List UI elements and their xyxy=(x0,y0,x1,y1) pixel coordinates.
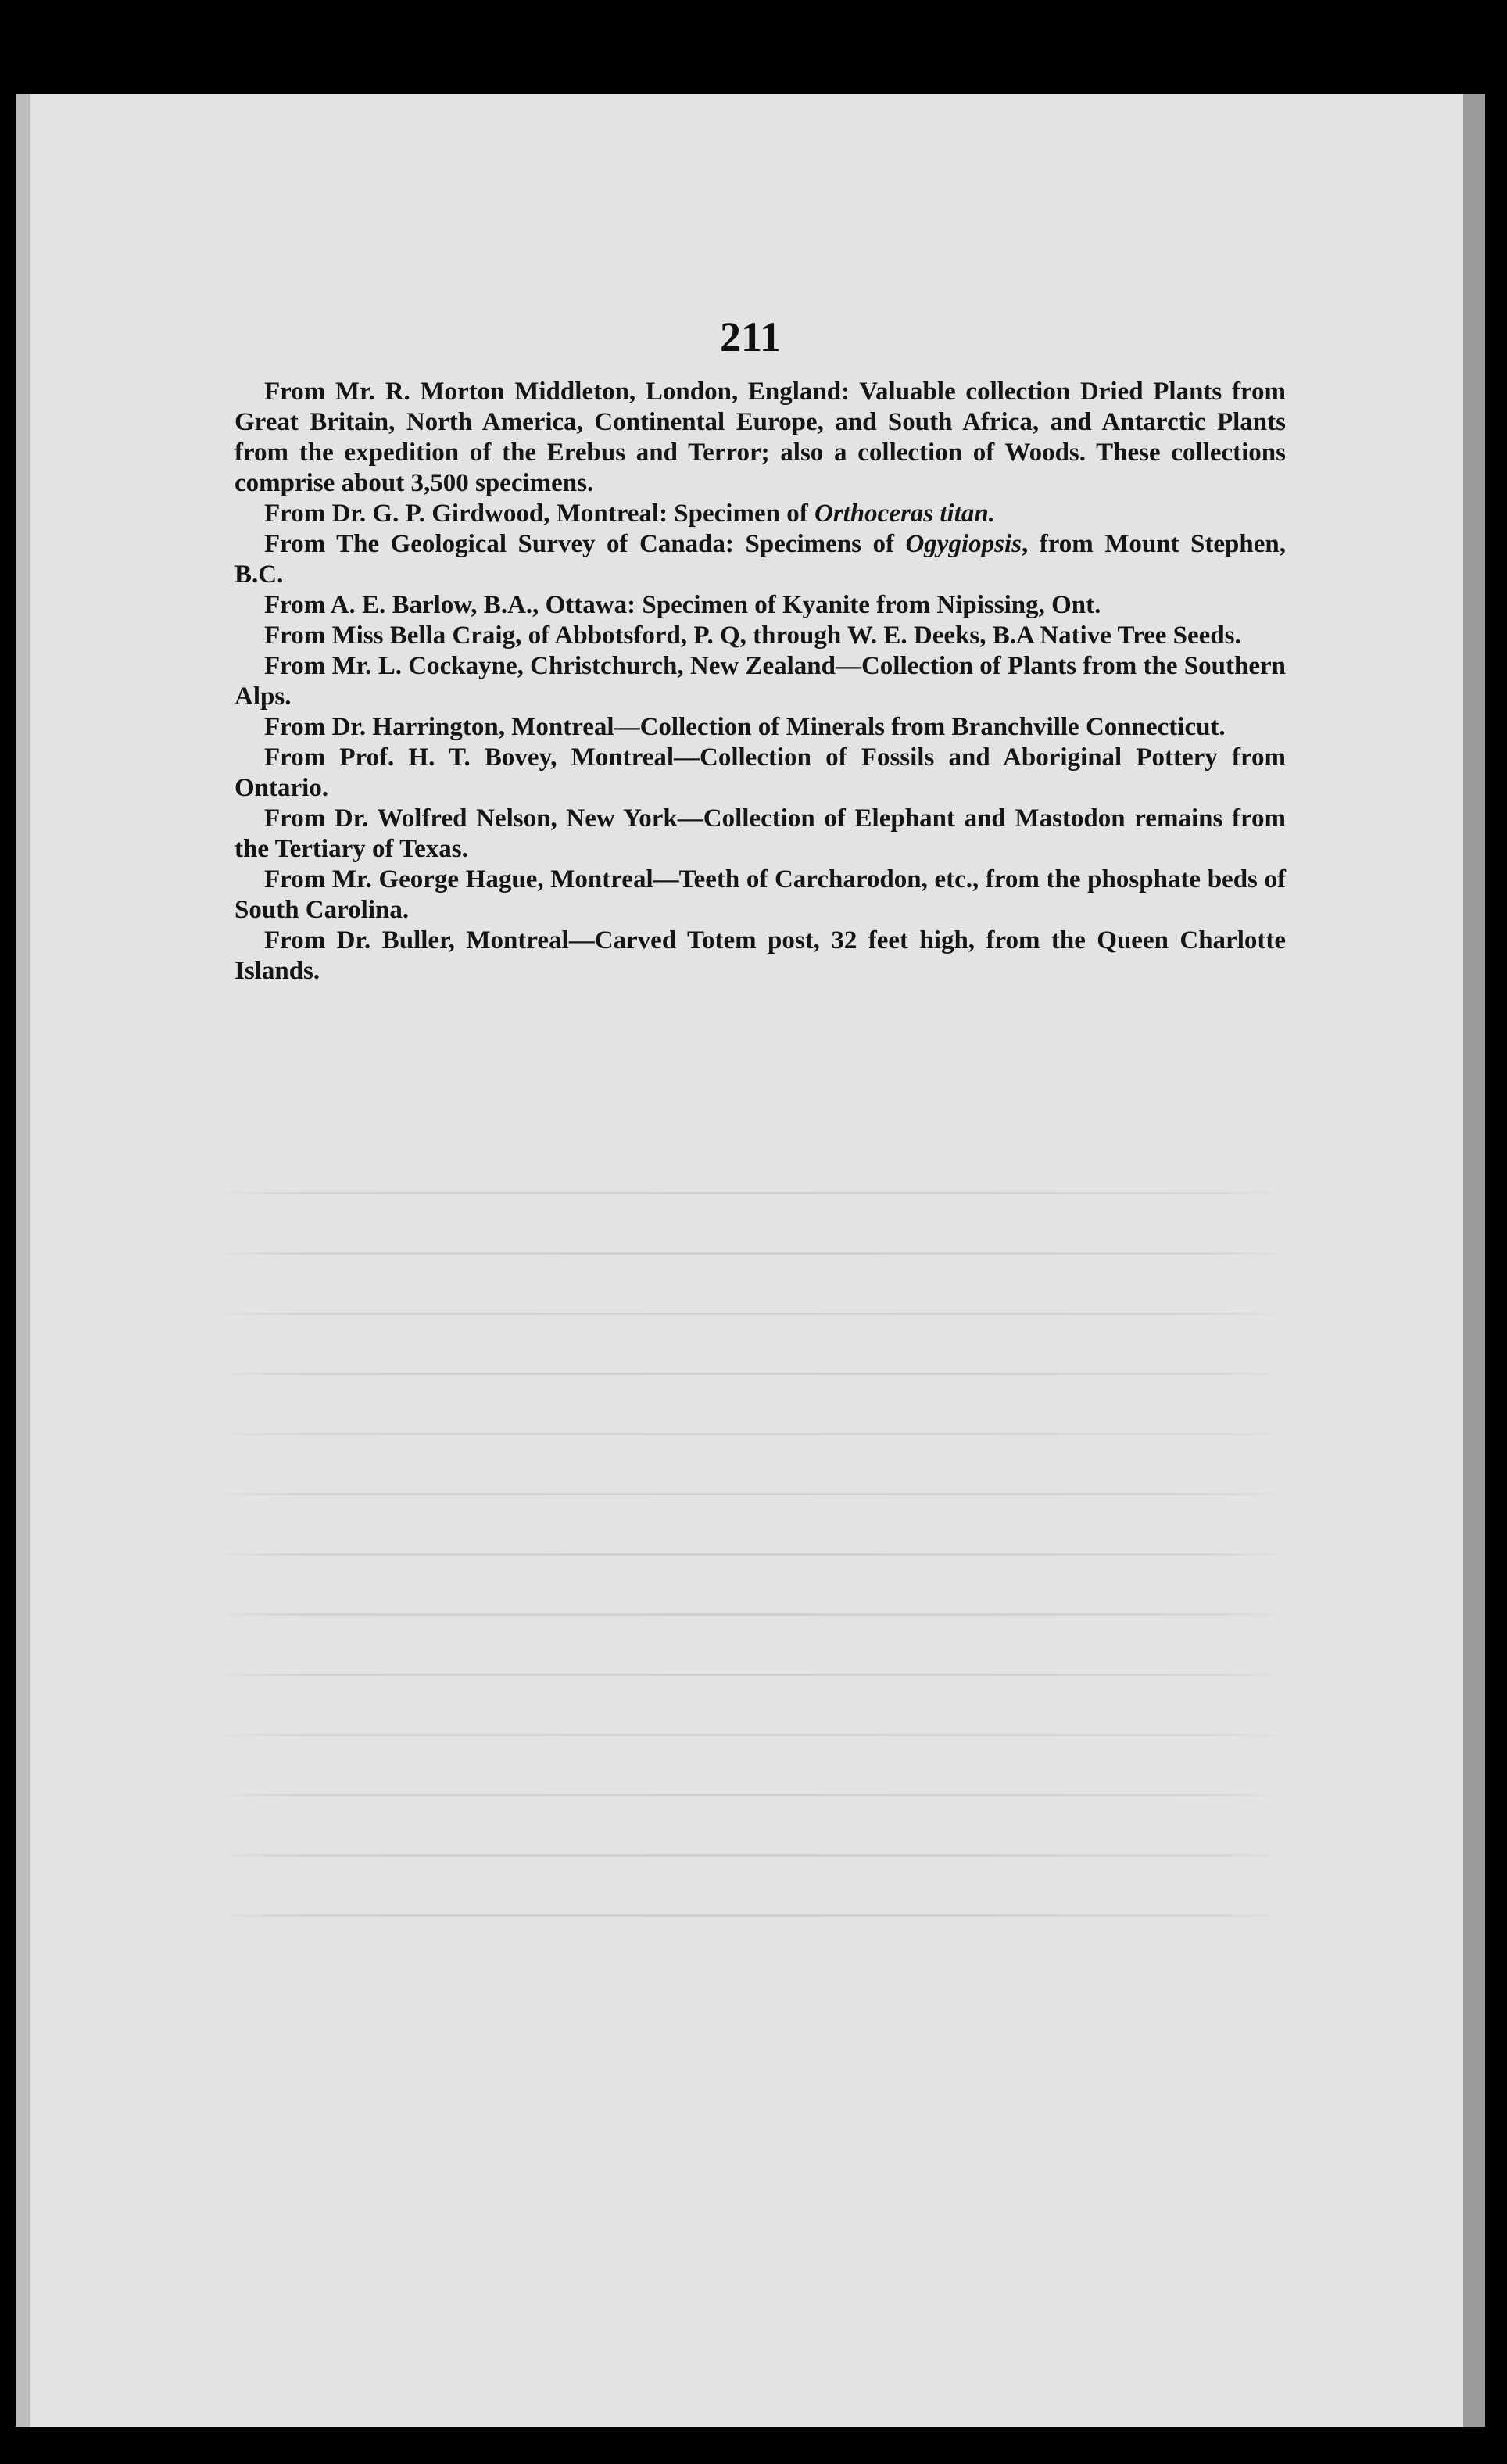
entry-text: From A. E. Barlow, B.A., Ottawa: Specimen of Kyanite from Nipissing, Ont. xyxy=(264,591,1101,619)
bleed-line xyxy=(211,1252,1290,1255)
entry-text: From Mr. George Hague, Montreal—Teeth of Carcharodon, etc., from the phosphate beds of South Carolina. xyxy=(234,865,1286,924)
bleed-line xyxy=(211,1313,1290,1315)
bleed-line xyxy=(211,1493,1290,1495)
entry-text: From Mr. L. Cockayne, Christchurch, New Zealand—Collection of Plants from the Southern Alps. xyxy=(234,652,1286,711)
donation-entry xyxy=(234,865,1286,926)
bleed-line xyxy=(211,1433,1290,1435)
donation-entry xyxy=(234,926,1286,987)
entry-text: From Dr. Wolfred Nelson, New York—Collection of Elephant and Mastodon remains from the Tertiary of Texas. xyxy=(234,804,1286,863)
entry-text: From The Geological Survey of Canada: Specimens of xyxy=(264,530,906,558)
specimen-name: Ogygiopsis xyxy=(905,530,1022,558)
page-edge-shadow xyxy=(1463,94,1485,2427)
entry-text: From Prof. H. T. Bovey, Montreal—Collection of Fossils and Aboriginal Pottery from Ontario. xyxy=(234,743,1286,802)
specimen-name: Orthoceras titan. xyxy=(814,500,996,528)
entry-text: , from Mount Stephen, B.C. xyxy=(234,530,1286,589)
donation-entry xyxy=(234,804,1286,865)
entry-text: From Dr. Harrington, Montreal—Collection of Minerals from Branchville Connecticut. xyxy=(264,713,1226,741)
page-number: 211 xyxy=(719,313,782,360)
bleed-line xyxy=(211,1854,1290,1857)
bleed-line xyxy=(211,1734,1290,1736)
entry-text: From Dr. Buller, Montreal—Carved Totem post, 32 feet high, from the Queen Charlotte Islands. xyxy=(234,926,1286,985)
bleed-line xyxy=(211,1553,1290,1556)
bleed-line xyxy=(211,1613,1290,1616)
donation-entry xyxy=(234,377,1286,499)
donation-entry xyxy=(234,621,1286,651)
donation-entry xyxy=(234,590,1286,621)
donation-entry xyxy=(234,651,1286,712)
donation-entry xyxy=(234,499,1286,529)
bleed-line xyxy=(211,1373,1290,1375)
donation-entry xyxy=(234,743,1286,804)
entry-text: From Mr. R. Morton Middleton, London, England: Valuable collection Dried Plants from Great Britain, North America, Continental Europe, and South Africa, and Antarctic Plants from the expedition of the Erebus and Terror; also a collection of Woods. These collections comprise about 3,500 specimens. xyxy=(234,378,1286,497)
bleed-line xyxy=(211,1192,1290,1194)
donation-entry xyxy=(234,529,1286,590)
bleed-through-text xyxy=(211,1192,1290,1975)
scan-border xyxy=(0,0,16,2464)
bleed-line xyxy=(211,1914,1290,1917)
bleed-line xyxy=(211,1674,1290,1676)
bleed-line xyxy=(211,1794,1290,1796)
donations-list xyxy=(234,377,1286,987)
entry-text: From Dr. G. P. Girdwood, Montreal: Specimen of xyxy=(264,500,814,528)
entry-text: From Miss Bella Craig, of Abbotsford, P. Q, through W. E. Deeks, B.A Native Tree Seeds. xyxy=(264,621,1241,650)
donation-entry xyxy=(234,712,1286,743)
scanned-page xyxy=(16,94,1485,2427)
page-gutter xyxy=(16,94,30,2427)
